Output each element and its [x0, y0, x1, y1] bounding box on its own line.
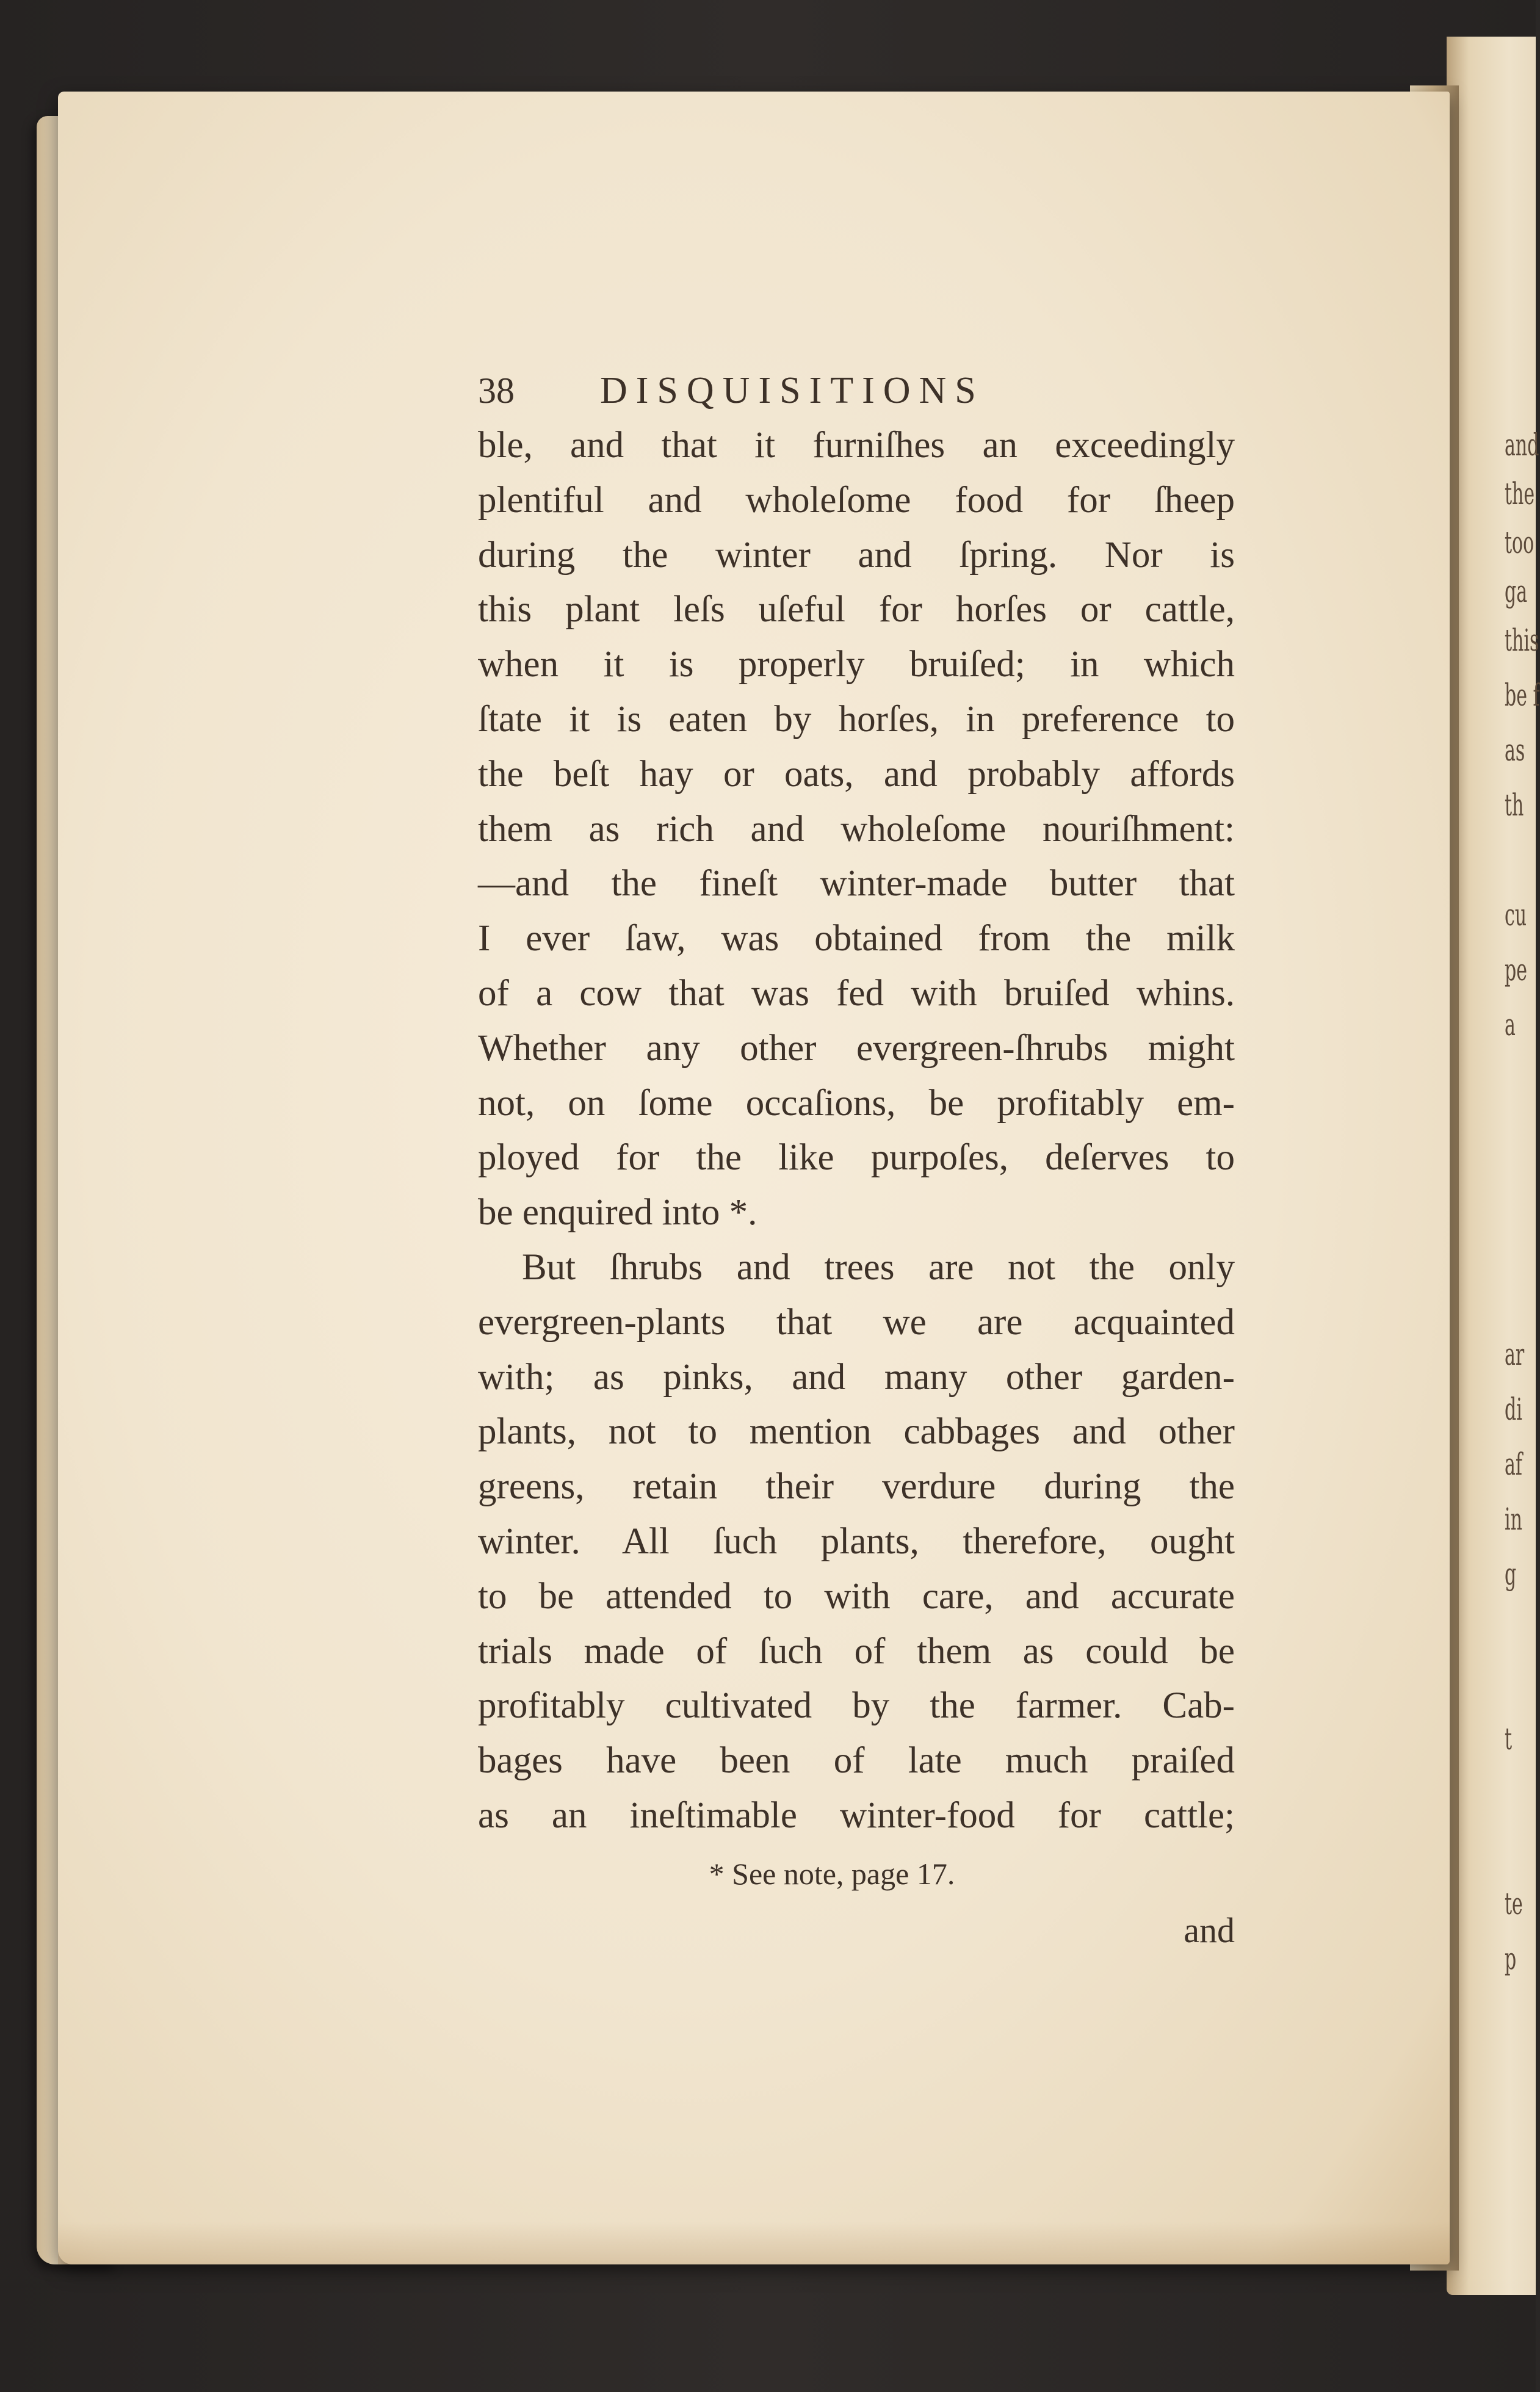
facing-page-fragment: p — [1505, 1941, 1517, 1976]
text-line: trials made of ſuch of them as could be — [478, 1630, 1235, 1672]
text-line: during the winter and ſpring. Nor is — [478, 534, 1235, 576]
page-number: 38 — [478, 370, 515, 411]
facing-page-fragment: too — [1505, 525, 1535, 560]
text-line: greens, retain their verdure during the — [478, 1466, 1235, 1508]
page-header — [478, 363, 1235, 418]
text-line: winter. All ſuch plants, therefore, ought — [478, 1520, 1235, 1562]
text-line: plentiful and wholeſome food for ſheep — [478, 479, 1235, 521]
facing-page-fragment: and — [1505, 427, 1539, 463]
footnote: * See note, page 17. — [709, 1856, 955, 1891]
text-line: ſtate it is eaten by horſes, in preference to — [478, 698, 1235, 740]
running-head: DISQUISITIONS — [600, 370, 985, 411]
text-line: —and the fineſt winter-made butter that — [478, 863, 1235, 905]
text-line: with; as pinks, and many other garden- — [478, 1356, 1235, 1398]
facing-page-fragment: in — [1505, 1501, 1522, 1537]
text-line: Whether any other evergreen-ſhrubs might — [478, 1027, 1235, 1069]
text-line: evergreen-plants that we are acquainted — [478, 1301, 1235, 1343]
facing-page-fragment: ar — [1505, 1337, 1525, 1372]
text-line: the beſt hay or oats, and probably affords — [478, 753, 1235, 795]
text-line: I ever ſaw, was obtained from the milk — [478, 918, 1235, 959]
facing-page-fragment: be f — [1505, 677, 1540, 713]
facing-page-fragment: th — [1505, 787, 1524, 823]
facing-page-fragment: a — [1505, 1007, 1516, 1042]
text-line: this plant leſs uſeful for horſes or cattle, — [478, 589, 1235, 631]
page-text — [478, 363, 1235, 1958]
facing-page-fragment: as — [1505, 732, 1525, 768]
text-line: to be attended to with care, and accurate — [478, 1575, 1235, 1617]
text-line: not, on ſome occaſions, be profitably em- — [478, 1082, 1235, 1124]
facing-page-fragment: af — [1505, 1447, 1522, 1482]
facing-page-fragment: g — [1505, 1556, 1517, 1592]
facing-page — [1447, 37, 1540, 2295]
text-line: plants, not to mention cabbages and other — [478, 1411, 1235, 1453]
facing-page-fragment: di — [1505, 1392, 1522, 1427]
text-line: bages have been of late much praiſed — [478, 1740, 1235, 1782]
text-line: ployed for the like purpoſes, deſerves to — [478, 1137, 1235, 1179]
text-line: be enquired into *. — [478, 1192, 757, 1234]
catchword: and — [1184, 1910, 1235, 1950]
text-line: them as rich and wholeſome nouriſhment: — [478, 808, 1235, 850]
text-line: But ſhrubs and trees are not the only — [522, 1246, 1235, 1288]
facing-page-fragment: t — [1505, 1721, 1513, 1757]
facing-page-fragment: ga — [1505, 574, 1528, 609]
text-line: profitably cultivated by the farmer. Cab- — [478, 1685, 1235, 1727]
facing-page-fragment: te — [1505, 1886, 1523, 1921]
text-line: of a cow that was fed with bruiſed whins. — [478, 972, 1235, 1014]
facing-page-fragment: the — [1505, 476, 1535, 511]
facing-page-fragment: pe — [1505, 952, 1527, 988]
text-line: ble, and that it furniſhes an exceedingly — [478, 425, 1235, 466]
facing-page-fragment: cu — [1505, 897, 1527, 933]
text-line: as an ineſtimable winter-food for cattle; — [478, 1794, 1235, 1836]
text-line: when it is properly bruiſed; in which — [478, 644, 1235, 685]
facing-page-fragment: this — [1505, 623, 1539, 658]
